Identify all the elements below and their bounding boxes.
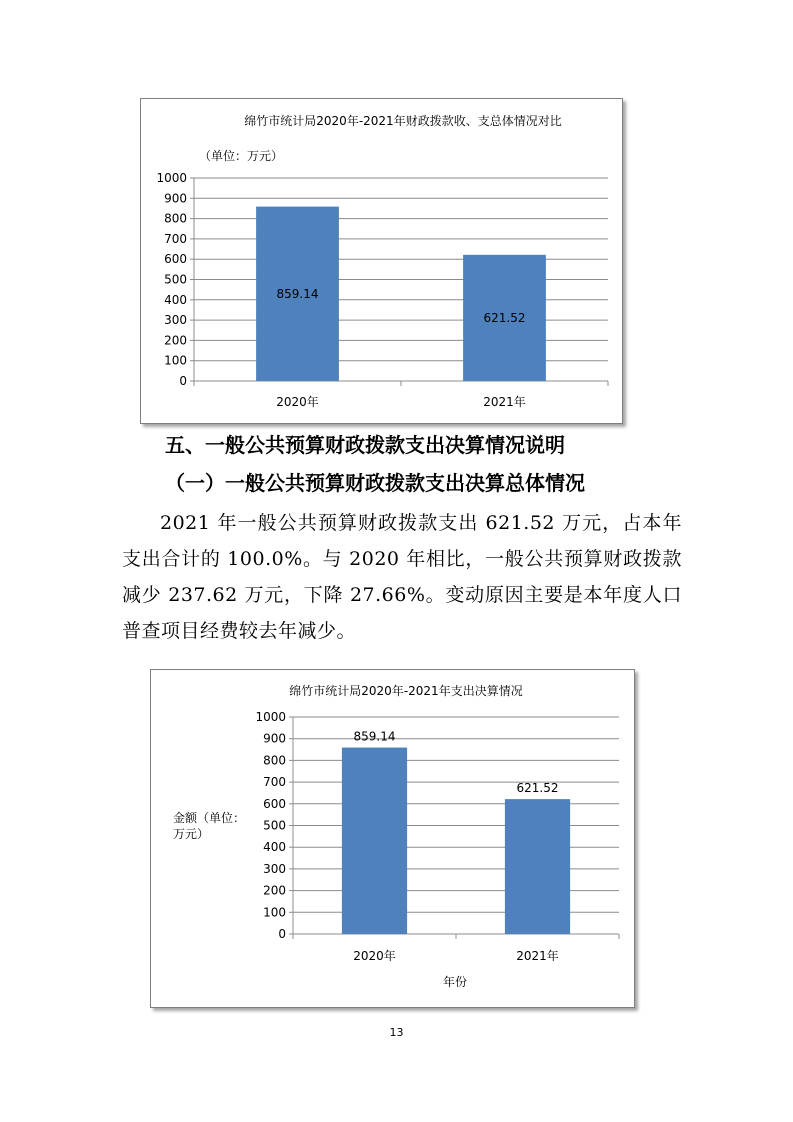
y-axis-label: 万元） <box>173 827 210 841</box>
data-label: 859.14 <box>276 286 319 301</box>
chart-expenditure-final-accounts <box>150 669 635 1008</box>
data-label: 621.52 <box>483 310 526 325</box>
y-tick-label: 400 <box>164 292 187 307</box>
y-tick-label: 400 <box>263 840 286 855</box>
y-tick-label: 200 <box>164 333 187 348</box>
x-category-label: 2020年 <box>353 949 396 963</box>
chart-subtitle: （单位：万元） <box>198 149 284 163</box>
y-tick-label: 800 <box>263 753 286 768</box>
chart-title: 绵竹市统计局2020年-2021年支出决算情况 <box>289 684 523 698</box>
y-tick-label: 500 <box>164 272 187 287</box>
bar <box>342 748 407 934</box>
y-tick-label: 1000 <box>156 171 187 185</box>
y-tick-label: 100 <box>263 905 286 920</box>
y-tick-label: 1000 <box>255 710 286 724</box>
y-tick-label: 600 <box>164 252 187 267</box>
y-tick-label: 300 <box>263 861 286 876</box>
y-tick-label: 700 <box>263 775 286 790</box>
data-label: 859.14 <box>353 729 396 744</box>
y-tick-label: 500 <box>263 818 286 833</box>
x-category-label: 2020年 <box>276 395 319 409</box>
chart2-svg <box>151 670 634 1007</box>
y-tick-label: 100 <box>164 353 187 368</box>
y-tick-label: 300 <box>164 313 187 328</box>
x-category-label: 2021年 <box>483 395 526 409</box>
x-axis-label: 年份 <box>442 975 468 989</box>
data-label: 621.52 <box>516 781 559 796</box>
y-tick-label: 0 <box>278 927 286 941</box>
chart-title: 绵竹市统计局2020年-2021年财政拨款收、支总体情况对比 <box>244 114 562 128</box>
y-axis-label: 金额（单位： <box>173 811 246 825</box>
y-tick-label: 600 <box>263 796 286 811</box>
y-tick-label: 800 <box>164 211 187 226</box>
chart-revenue-expenditure-comparison <box>140 98 623 424</box>
section-subheading: （一）一般公共预算财政拨款支出决算总体情况 <box>165 471 585 495</box>
page-number: 13 <box>389 1026 404 1039</box>
y-tick-label: 200 <box>263 883 286 898</box>
chart1-svg <box>141 99 622 423</box>
y-tick-label: 900 <box>164 191 187 206</box>
y-tick-label: 0 <box>179 374 187 388</box>
y-tick-label: 700 <box>164 231 187 246</box>
y-tick-label: 900 <box>263 731 286 746</box>
body-paragraph: 2021 年一般公共预算财政拨款支出 621.52 万元，占本年支出合计的 100.0%。与 2020 年相比，一般公共预算财政拨款减少 237.62 万元，下降 27.66%。变动原因主要是本年度人口普查项目经费较去年减少。 <box>122 512 682 642</box>
x-category-label: 2021年 <box>516 949 559 963</box>
section-heading: 五、一般公共预算财政拨款支出决算情况说明 <box>165 433 565 457</box>
bar <box>505 799 570 934</box>
